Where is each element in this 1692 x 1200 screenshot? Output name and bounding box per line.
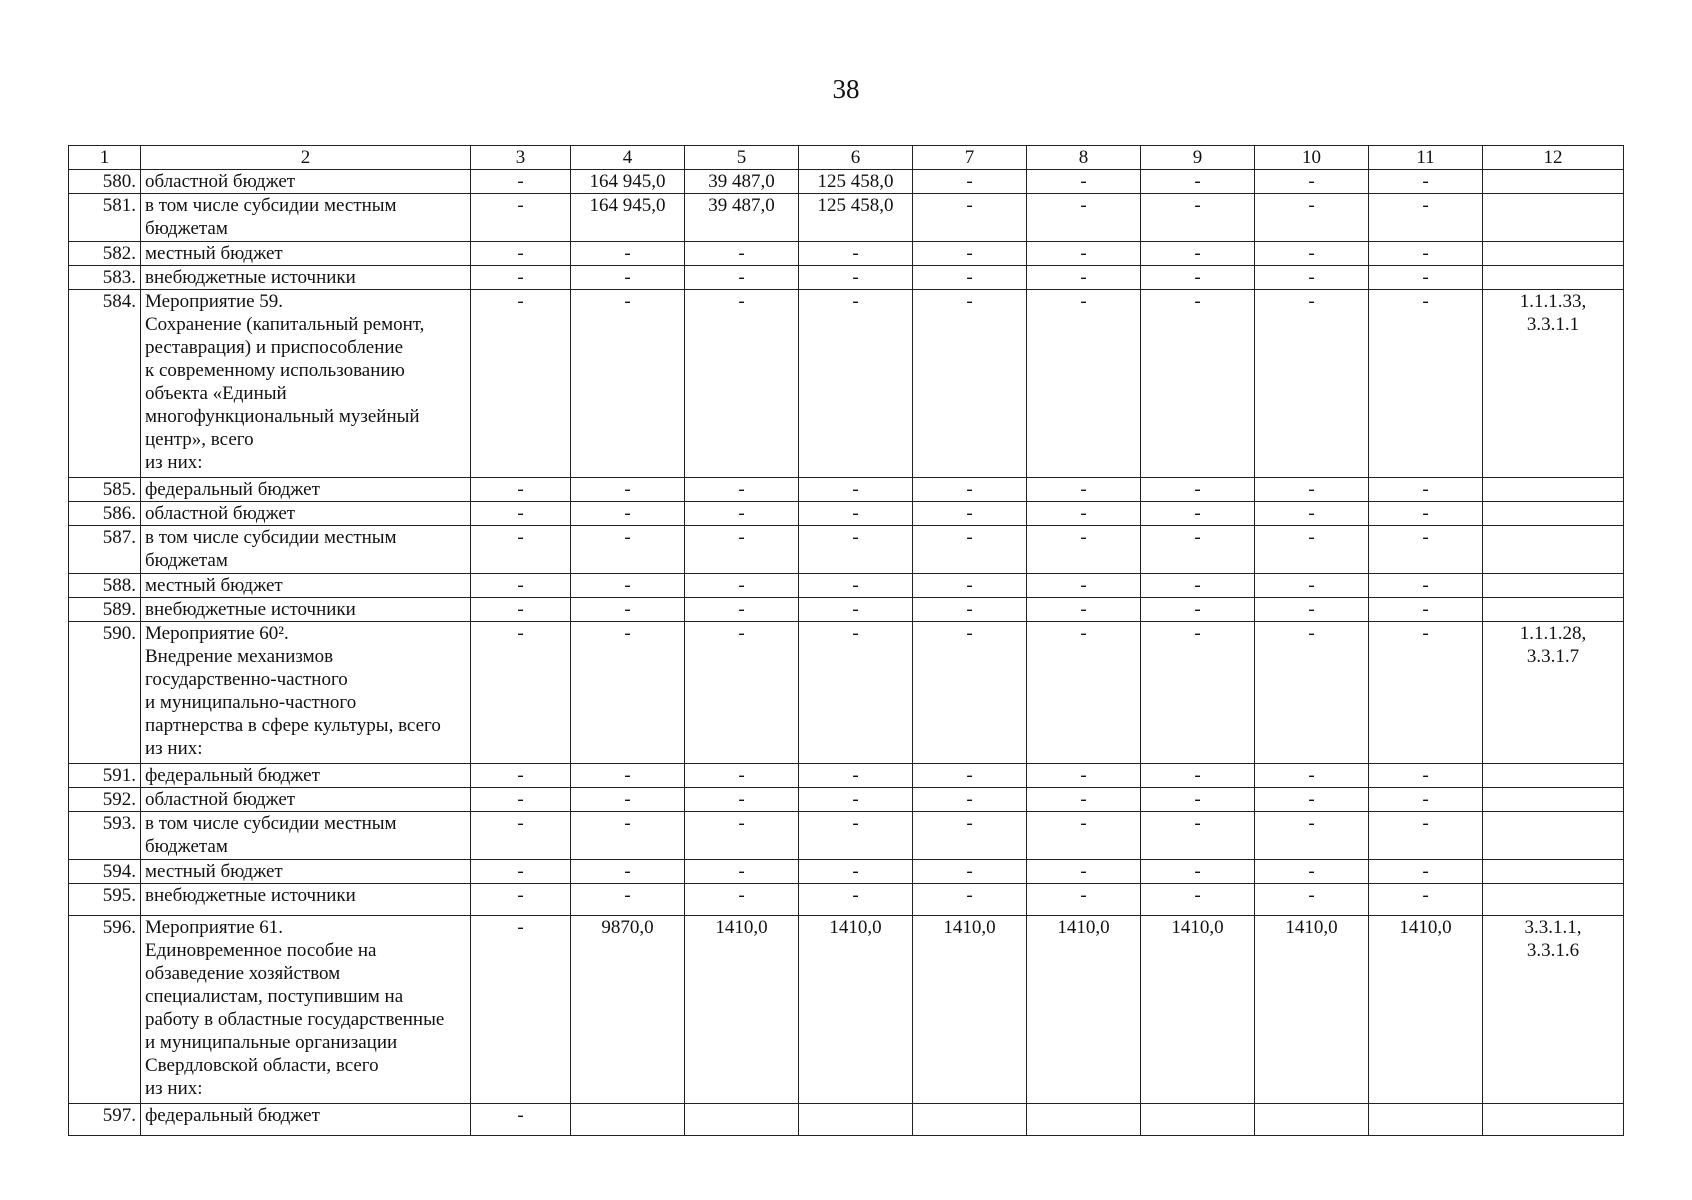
table-row [69, 764, 1624, 788]
value-cell: - [685, 574, 799, 598]
value-cell: - [1255, 290, 1369, 478]
value-cell: - [913, 266, 1027, 290]
row-name: Мероприятие 60². Внедрение механизмов государственно-частного и муниципально-частного партнерства в сфере культуры, всего из них: [141, 622, 471, 764]
header-row [69, 146, 1624, 170]
row-name: в том числе субсидии местным бюджетам [141, 526, 471, 574]
value-cell: - [913, 526, 1027, 574]
value-cell: - [799, 884, 913, 916]
value-cell: 1410,0 [1369, 916, 1483, 1104]
value-cell: - [685, 526, 799, 574]
table-row [69, 290, 1624, 478]
value-cell: 1410,0 [685, 916, 799, 1104]
target-ref-cell [1483, 502, 1624, 526]
value-cell: 164 945,0 [571, 170, 685, 194]
header-cell-12: 12 [1483, 146, 1624, 170]
value-cell: - [1027, 788, 1141, 812]
value-cell: - [799, 242, 913, 266]
value-cell: - [913, 884, 1027, 916]
table-row [69, 860, 1624, 884]
value-cell: - [799, 622, 913, 764]
table-body [69, 146, 1624, 1136]
row-number: 592. [69, 788, 141, 812]
row-number: 594. [69, 860, 141, 884]
target-ref-cell [1483, 860, 1624, 884]
row-number: 596. [69, 916, 141, 1104]
value-cell: - [1255, 478, 1369, 502]
value-cell: - [471, 788, 571, 812]
value-cell [685, 1104, 799, 1136]
value-cell: - [685, 860, 799, 884]
value-cell: - [1255, 170, 1369, 194]
header-cell-10: 10 [1255, 146, 1369, 170]
row-number: 584. [69, 290, 141, 478]
target-ref-cell [1483, 574, 1624, 598]
value-cell: 39 487,0 [685, 170, 799, 194]
target-ref-cell [1483, 598, 1624, 622]
value-cell: - [1141, 622, 1255, 764]
value-cell: - [1141, 502, 1255, 526]
row-name: внебюджетные источники [141, 598, 471, 622]
value-cell: - [799, 812, 913, 860]
value-cell: - [1255, 622, 1369, 764]
table-row [69, 170, 1624, 194]
value-cell: - [685, 242, 799, 266]
value-cell: - [1255, 194, 1369, 242]
value-cell: - [471, 574, 571, 598]
value-cell: - [799, 764, 913, 788]
header-cell-7: 7 [913, 146, 1027, 170]
value-cell: - [1141, 884, 1255, 916]
value-cell: - [913, 242, 1027, 266]
table-row [69, 1104, 1624, 1136]
value-cell: - [471, 502, 571, 526]
value-cell: - [685, 478, 799, 502]
value-cell: - [1027, 266, 1141, 290]
row-name: федеральный бюджет [141, 478, 471, 502]
header-cell-1: 1 [69, 146, 141, 170]
value-cell: - [571, 860, 685, 884]
row-name: местный бюджет [141, 242, 471, 266]
value-cell: 125 458,0 [799, 194, 913, 242]
value-cell: - [471, 266, 571, 290]
value-cell: - [1141, 812, 1255, 860]
table-row [69, 884, 1624, 916]
value-cell [1369, 1104, 1483, 1136]
value-cell: - [1255, 574, 1369, 598]
value-cell: - [1141, 478, 1255, 502]
value-cell: - [1255, 526, 1369, 574]
table-row [69, 788, 1624, 812]
value-cell: - [799, 574, 913, 598]
value-cell: - [913, 574, 1027, 598]
row-number: 585. [69, 478, 141, 502]
value-cell [1255, 1104, 1369, 1136]
value-cell: - [1369, 266, 1483, 290]
header-cell-9: 9 [1141, 146, 1255, 170]
value-cell: - [685, 266, 799, 290]
value-cell: - [471, 598, 571, 622]
value-cell: - [1255, 812, 1369, 860]
table-row [69, 916, 1624, 1104]
row-number: 587. [69, 526, 141, 574]
row-number: 588. [69, 574, 141, 598]
target-ref-cell [1483, 194, 1624, 242]
header-cell-3: 3 [471, 146, 571, 170]
target-ref-cell: 3.3.1.1, 3.3.1.6 [1483, 916, 1624, 1104]
value-cell: - [685, 598, 799, 622]
value-cell: - [471, 812, 571, 860]
target-ref-cell [1483, 764, 1624, 788]
value-cell [1141, 1104, 1255, 1136]
row-name: Мероприятие 61. Единовременное пособие на обзаведение хозяйством специалистам, поступившим на работу в областные государственные и муниципальные организации Свердловской области, всего из них: [141, 916, 471, 1104]
row-name: областной бюджет [141, 788, 471, 812]
value-cell: - [1255, 764, 1369, 788]
value-cell: - [1369, 290, 1483, 478]
value-cell: - [1255, 502, 1369, 526]
value-cell: - [913, 598, 1027, 622]
value-cell: 1410,0 [799, 916, 913, 1104]
table-row [69, 622, 1624, 764]
row-number: 583. [69, 266, 141, 290]
table-row [69, 812, 1624, 860]
row-name: внебюджетные источники [141, 884, 471, 916]
value-cell: - [799, 860, 913, 884]
row-name: в том числе субсидии местным бюджетам [141, 194, 471, 242]
table-row [69, 502, 1624, 526]
value-cell: - [799, 526, 913, 574]
header-cell-11: 11 [1369, 146, 1483, 170]
value-cell: - [799, 290, 913, 478]
value-cell: - [799, 502, 913, 526]
value-cell: 39 487,0 [685, 194, 799, 242]
value-cell: - [571, 290, 685, 478]
value-cell: - [471, 916, 571, 1104]
target-ref-cell [1483, 266, 1624, 290]
value-cell: - [1369, 764, 1483, 788]
value-cell: - [1027, 884, 1141, 916]
table-row [69, 526, 1624, 574]
value-cell: - [1141, 764, 1255, 788]
value-cell: - [471, 194, 571, 242]
value-cell: - [913, 502, 1027, 526]
table-row [69, 194, 1624, 242]
value-cell: - [1141, 860, 1255, 884]
value-cell: - [1027, 860, 1141, 884]
value-cell: - [1141, 290, 1255, 478]
header-cell-5: 5 [685, 146, 799, 170]
target-ref-cell [1483, 1104, 1624, 1136]
value-cell: - [1027, 598, 1141, 622]
value-cell: - [1369, 526, 1483, 574]
value-cell: - [571, 478, 685, 502]
value-cell: - [913, 478, 1027, 502]
target-ref-cell [1483, 812, 1624, 860]
value-cell: - [685, 502, 799, 526]
value-cell: - [571, 242, 685, 266]
header-cell-8: 8 [1027, 146, 1141, 170]
value-cell: - [1255, 860, 1369, 884]
value-cell: - [1369, 170, 1483, 194]
value-cell: - [1369, 242, 1483, 266]
table-row [69, 478, 1624, 502]
value-cell: - [1027, 170, 1141, 194]
row-name: Мероприятие 59. Сохранение (капитальный ремонт, реставрация) и приспособление к современному использованию объекта «Единый многофункциональный музейный центр», всего из них: [141, 290, 471, 478]
value-cell: - [1369, 812, 1483, 860]
value-cell: - [471, 242, 571, 266]
value-cell: - [1369, 502, 1483, 526]
value-cell: - [1255, 242, 1369, 266]
value-cell: - [685, 290, 799, 478]
value-cell: - [799, 266, 913, 290]
value-cell: 164 945,0 [571, 194, 685, 242]
value-cell: - [799, 788, 913, 812]
row-number: 589. [69, 598, 141, 622]
table-row [69, 598, 1624, 622]
row-name: в том числе субсидии местным бюджетам [141, 812, 471, 860]
row-number: 580. [69, 170, 141, 194]
value-cell: - [1027, 194, 1141, 242]
value-cell: - [799, 478, 913, 502]
value-cell: - [1369, 574, 1483, 598]
row-number: 590. [69, 622, 141, 764]
row-number: 597. [69, 1104, 141, 1136]
value-cell: 1410,0 [1141, 916, 1255, 1104]
value-cell: - [913, 860, 1027, 884]
target-ref-cell [1483, 526, 1624, 574]
value-cell: - [1369, 860, 1483, 884]
value-cell: - [471, 764, 571, 788]
value-cell: - [1369, 478, 1483, 502]
value-cell: - [685, 788, 799, 812]
header-cell-4: 4 [571, 146, 685, 170]
value-cell: - [913, 812, 1027, 860]
value-cell: - [1027, 242, 1141, 266]
value-cell: - [685, 622, 799, 764]
value-cell: - [685, 812, 799, 860]
row-name: местный бюджет [141, 860, 471, 884]
row-name: внебюджетные источники [141, 266, 471, 290]
value-cell: - [1255, 598, 1369, 622]
target-ref-cell [1483, 788, 1624, 812]
value-cell: - [1369, 598, 1483, 622]
value-cell: - [471, 622, 571, 764]
value-cell: - [1027, 764, 1141, 788]
value-cell: - [471, 526, 571, 574]
value-cell: - [1141, 266, 1255, 290]
page-number: 38 [832, 74, 860, 104]
value-cell: - [1141, 242, 1255, 266]
table-row [69, 266, 1624, 290]
value-cell: - [913, 788, 1027, 812]
value-cell [913, 1104, 1027, 1136]
value-cell: - [913, 622, 1027, 764]
table-row [69, 242, 1624, 266]
header-cell-2: 2 [141, 146, 471, 170]
value-cell: - [471, 290, 571, 478]
target-ref-cell: 1.1.1.33, 3.3.1.1 [1483, 290, 1624, 478]
value-cell: - [1027, 290, 1141, 478]
value-cell: - [913, 194, 1027, 242]
row-number: 581. [69, 194, 141, 242]
value-cell: - [1027, 478, 1141, 502]
value-cell: - [571, 788, 685, 812]
target-ref-cell: 1.1.1.28, 3.3.1.7 [1483, 622, 1624, 764]
row-name: федеральный бюджет [141, 764, 471, 788]
row-name: федеральный бюджет [141, 1104, 471, 1136]
value-cell: - [1255, 788, 1369, 812]
value-cell: - [571, 574, 685, 598]
value-cell: - [471, 478, 571, 502]
value-cell: - [1141, 194, 1255, 242]
value-cell: - [913, 290, 1027, 478]
target-ref-cell [1483, 478, 1624, 502]
value-cell: - [471, 170, 571, 194]
row-number: 582. [69, 242, 141, 266]
value-cell: - [571, 526, 685, 574]
value-cell: - [571, 884, 685, 916]
value-cell: 1410,0 [1027, 916, 1141, 1104]
value-cell: - [1369, 788, 1483, 812]
value-cell: 9870,0 [571, 916, 685, 1104]
value-cell: - [1369, 884, 1483, 916]
value-cell: 1410,0 [913, 916, 1027, 1104]
value-cell: - [913, 764, 1027, 788]
row-number: 595. [69, 884, 141, 916]
target-ref-cell [1483, 170, 1624, 194]
target-ref-cell [1483, 242, 1624, 266]
value-cell: 125 458,0 [799, 170, 913, 194]
value-cell: - [1027, 812, 1141, 860]
value-cell: - [1027, 526, 1141, 574]
value-cell: - [1255, 266, 1369, 290]
value-cell: - [1369, 194, 1483, 242]
value-cell: - [685, 764, 799, 788]
value-cell: - [471, 860, 571, 884]
value-cell: - [1141, 526, 1255, 574]
value-cell: - [571, 764, 685, 788]
value-cell: - [1141, 788, 1255, 812]
budget-table [68, 145, 1624, 1136]
value-cell: - [1027, 502, 1141, 526]
value-cell: - [571, 812, 685, 860]
value-cell: - [571, 598, 685, 622]
value-cell: - [1027, 574, 1141, 598]
value-cell: - [471, 884, 571, 916]
value-cell: - [685, 884, 799, 916]
value-cell: - [1141, 170, 1255, 194]
value-cell: - [471, 1104, 571, 1136]
value-cell: - [571, 266, 685, 290]
value-cell: - [571, 622, 685, 764]
value-cell [799, 1104, 913, 1136]
row-name: областной бюджет [141, 170, 471, 194]
row-name: областной бюджет [141, 502, 471, 526]
value-cell: - [799, 598, 913, 622]
table-row [69, 574, 1624, 598]
row-number: 586. [69, 502, 141, 526]
header-cell-6: 6 [799, 146, 913, 170]
value-cell: - [1027, 622, 1141, 764]
value-cell: - [1141, 598, 1255, 622]
value-cell: - [1369, 622, 1483, 764]
row-number: 593. [69, 812, 141, 860]
value-cell: - [913, 170, 1027, 194]
value-cell [1027, 1104, 1141, 1136]
value-cell: 1410,0 [1255, 916, 1369, 1104]
value-cell: - [571, 502, 685, 526]
row-name: местный бюджет [141, 574, 471, 598]
row-number: 591. [69, 764, 141, 788]
target-ref-cell [1483, 884, 1624, 916]
value-cell [571, 1104, 685, 1136]
value-cell: - [1255, 884, 1369, 916]
value-cell: - [1141, 574, 1255, 598]
